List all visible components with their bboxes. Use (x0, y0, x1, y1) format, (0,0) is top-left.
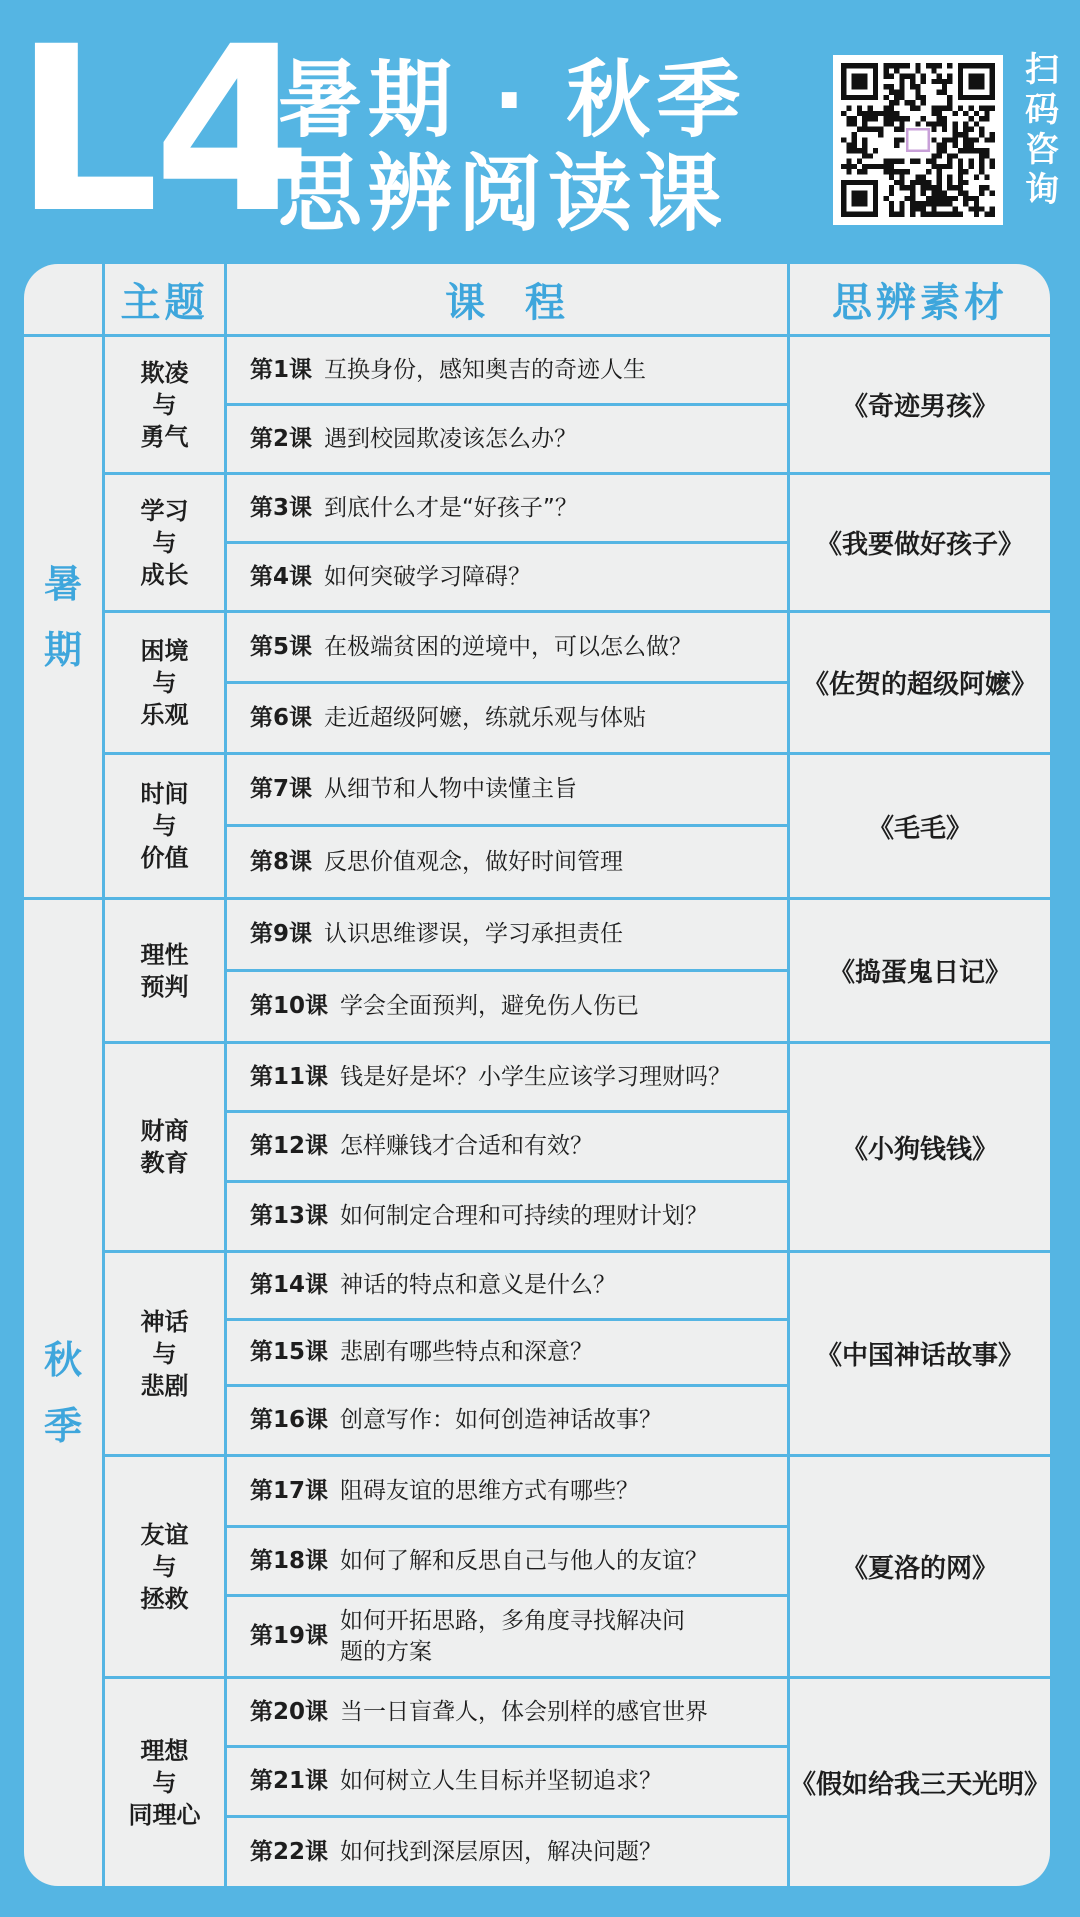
grid-line (227, 1318, 787, 1321)
theme-cell (105, 1679, 224, 1886)
grid-line (24, 334, 1050, 337)
course-number: 第1课 (250, 356, 313, 383)
theme-cell (105, 900, 224, 1041)
theme-label: 神话 与 悲剧 (140, 1307, 189, 1400)
col-header-theme: 主题 (120, 279, 209, 326)
material-cell: 《佐贺的超级阿嬷》 (802, 670, 1037, 700)
theme-cell (105, 1457, 224, 1676)
grid-line (227, 403, 787, 406)
course-number: 第16课 (250, 1407, 329, 1433)
grid-line (227, 1110, 787, 1113)
course-row (227, 1528, 787, 1594)
course-title: 如何了解和反思自己与他人的友谊？ (340, 1547, 709, 1574)
course-title: 走近超级阿嬷，练就乐观与体贴 (324, 704, 647, 731)
grid-line (102, 264, 105, 1886)
material-cell: 《毛毛》 (867, 813, 972, 844)
qr-code-icon (841, 63, 995, 217)
season-summer (24, 337, 102, 897)
course-title: 如何制定合理和可持续的理财计划？ (340, 1203, 709, 1229)
grid-line (787, 264, 790, 1886)
course-row (227, 972, 787, 1041)
qr-caption-char: 码 (1025, 90, 1059, 130)
course-number: 第10课 (250, 993, 329, 1019)
course-title: 在极端贫困的逆境中，可以怎么做？ (324, 633, 693, 660)
course-number: 第5课 (250, 633, 313, 660)
course-title: 神话的特点和意义是什么？ (340, 1272, 617, 1298)
page-title-line2: 思辨阅读课 (278, 145, 729, 243)
course-row (227, 337, 787, 403)
grid-line (105, 610, 1050, 613)
course-number: 第20课 (250, 1698, 329, 1725)
theme-cell (105, 1044, 224, 1250)
level-badge: L4 (14, 0, 306, 263)
course-row (227, 1044, 787, 1110)
course-number: 第18课 (250, 1547, 329, 1574)
theme-label: 理想 与 同理心 (128, 1736, 201, 1829)
course-row (227, 1321, 787, 1384)
course-number: 第7课 (250, 776, 313, 802)
theme-label: 财商 教育 (140, 1117, 189, 1177)
course-number: 第21课 (250, 1768, 329, 1794)
course-row (227, 1113, 787, 1180)
grid-line (224, 264, 227, 1886)
qr-code[interactable] (833, 55, 1003, 225)
course-row (227, 1818, 787, 1886)
course-title: 如何找到深层原因，解决问题？ (340, 1838, 663, 1865)
grid-line (105, 1041, 1050, 1044)
course-title: 认识思维谬误，学习承担责任 (324, 921, 624, 947)
material-cell: 《我要做好孩子》 (815, 530, 1024, 560)
course-title: 创意写作：如何创造神话故事？ (340, 1407, 663, 1433)
course-title: 学会全面预判，避免伤人伤已 (340, 993, 640, 1019)
theme-label: 欺凌 与 勇气 (140, 358, 189, 451)
season-label: 秋 季 (43, 1338, 82, 1448)
course-title: 遇到校园欺凌该怎么办？ (324, 425, 578, 452)
course-row (227, 544, 787, 610)
course-number: 第8课 (250, 848, 313, 875)
course-number: 第3课 (250, 494, 313, 521)
course-row (227, 1253, 787, 1318)
course-row (227, 1387, 787, 1454)
material-cell: 《奇迹男孩》 (841, 392, 998, 422)
theme-label: 时间 与 价值 (140, 780, 189, 872)
course-row (227, 1597, 787, 1676)
theme-cell (105, 337, 224, 472)
theme-cell (105, 475, 224, 610)
material-cell: 《小狗钱钱》 (841, 1134, 998, 1165)
course-title: 如何树立人生目标并坚韧追求？ (340, 1768, 663, 1794)
grid-line (105, 472, 1050, 475)
page-title-line1: 暑期 · 秋季 (278, 51, 747, 149)
course-title: 如何开拓思路，多角度寻找解决问 题的方案 (340, 1607, 686, 1665)
theme-label: 理性 预判 (140, 940, 189, 1001)
course-row (227, 755, 787, 824)
grid-line (227, 541, 787, 544)
grid-line (105, 1250, 1050, 1253)
season-label: 暑 期 (43, 562, 82, 672)
material-cell: 《中国神话故事》 (815, 1341, 1024, 1371)
grid-line (105, 1676, 1050, 1679)
qr-caption (1022, 50, 1062, 210)
grid-line (105, 1454, 1050, 1457)
course-title: 到底什么才是“好孩子”？ (324, 494, 578, 521)
material-cell: 《夏洛的网》 (841, 1554, 998, 1584)
course-number: 第9课 (250, 921, 313, 947)
material-cell: 《假如给我三天光明》 (790, 1770, 1050, 1800)
course-number: 第14课 (250, 1272, 329, 1298)
material-cell: 《捣蛋鬼日记》 (828, 958, 1011, 988)
course-number: 第11课 (250, 1063, 329, 1090)
grid-line (227, 824, 787, 827)
course-row (227, 1457, 787, 1525)
qr-caption-char: 扫 (1025, 50, 1059, 90)
course-number: 第17课 (250, 1477, 329, 1504)
course-table (24, 264, 1050, 1886)
theme-cell (105, 1253, 224, 1454)
course-row (227, 475, 787, 541)
course-row (227, 613, 787, 681)
course-number: 第2课 (250, 425, 313, 452)
course-row (227, 684, 787, 752)
course-number: 第4课 (250, 563, 313, 590)
course-number: 第6课 (250, 704, 313, 731)
col-header-material: 思辨素材 (832, 279, 1008, 326)
course-title: 互换身份，感知奥吉的奇迹人生 (324, 356, 647, 383)
theme-label: 学习 与 成长 (140, 496, 189, 589)
theme-label: 困境 与 乐观 (140, 636, 189, 729)
grid-line (24, 897, 1050, 900)
grid-line (227, 1384, 787, 1387)
qr-caption-char: 咨 (1025, 130, 1059, 170)
grid-line (227, 1180, 787, 1183)
grid-line (227, 1525, 787, 1528)
course-title: 当一日盲聋人，体会别样的感官世界 (340, 1698, 709, 1725)
theme-cell (105, 755, 224, 897)
course-row (227, 827, 787, 897)
course-number: 第19课 (250, 1623, 329, 1649)
grid-line (227, 681, 787, 684)
season-autumn (24, 900, 102, 1886)
course-number: 第12课 (250, 1133, 329, 1159)
course-title: 钱是好是坏？小学生应该学习理财吗？ (340, 1063, 732, 1090)
course-row (227, 406, 787, 472)
course-title: 反思价值观念，做好时间管理 (324, 848, 624, 875)
course-number: 第22课 (250, 1838, 329, 1865)
course-row (227, 1748, 787, 1815)
course-row (227, 1183, 787, 1250)
grid-line (227, 1745, 787, 1748)
theme-cell (105, 613, 224, 752)
course-title: 悲剧有哪些特点和深意？ (340, 1339, 594, 1365)
grid-line (227, 1815, 787, 1818)
course-title: 阻碍友谊的思维方式有哪些？ (340, 1477, 640, 1504)
col-header-course: 课 程 (445, 279, 569, 326)
course-row (227, 900, 787, 969)
grid-line (227, 1594, 787, 1597)
qr-caption-char: 询 (1025, 170, 1059, 210)
grid-line (227, 969, 787, 972)
course-title: 如何突破学习障碍？ (324, 563, 532, 590)
grid-line (105, 752, 1050, 755)
theme-label: 友谊 与 拯救 (140, 1520, 189, 1613)
course-number: 第15课 (250, 1339, 329, 1365)
course-title: 从细节和人物中读懂主旨 (324, 776, 578, 802)
course-row (227, 1679, 787, 1745)
course-number: 第13课 (250, 1203, 329, 1229)
course-title: 怎样赚钱才合适和有效？ (340, 1133, 594, 1159)
page-header (0, 0, 1080, 265)
